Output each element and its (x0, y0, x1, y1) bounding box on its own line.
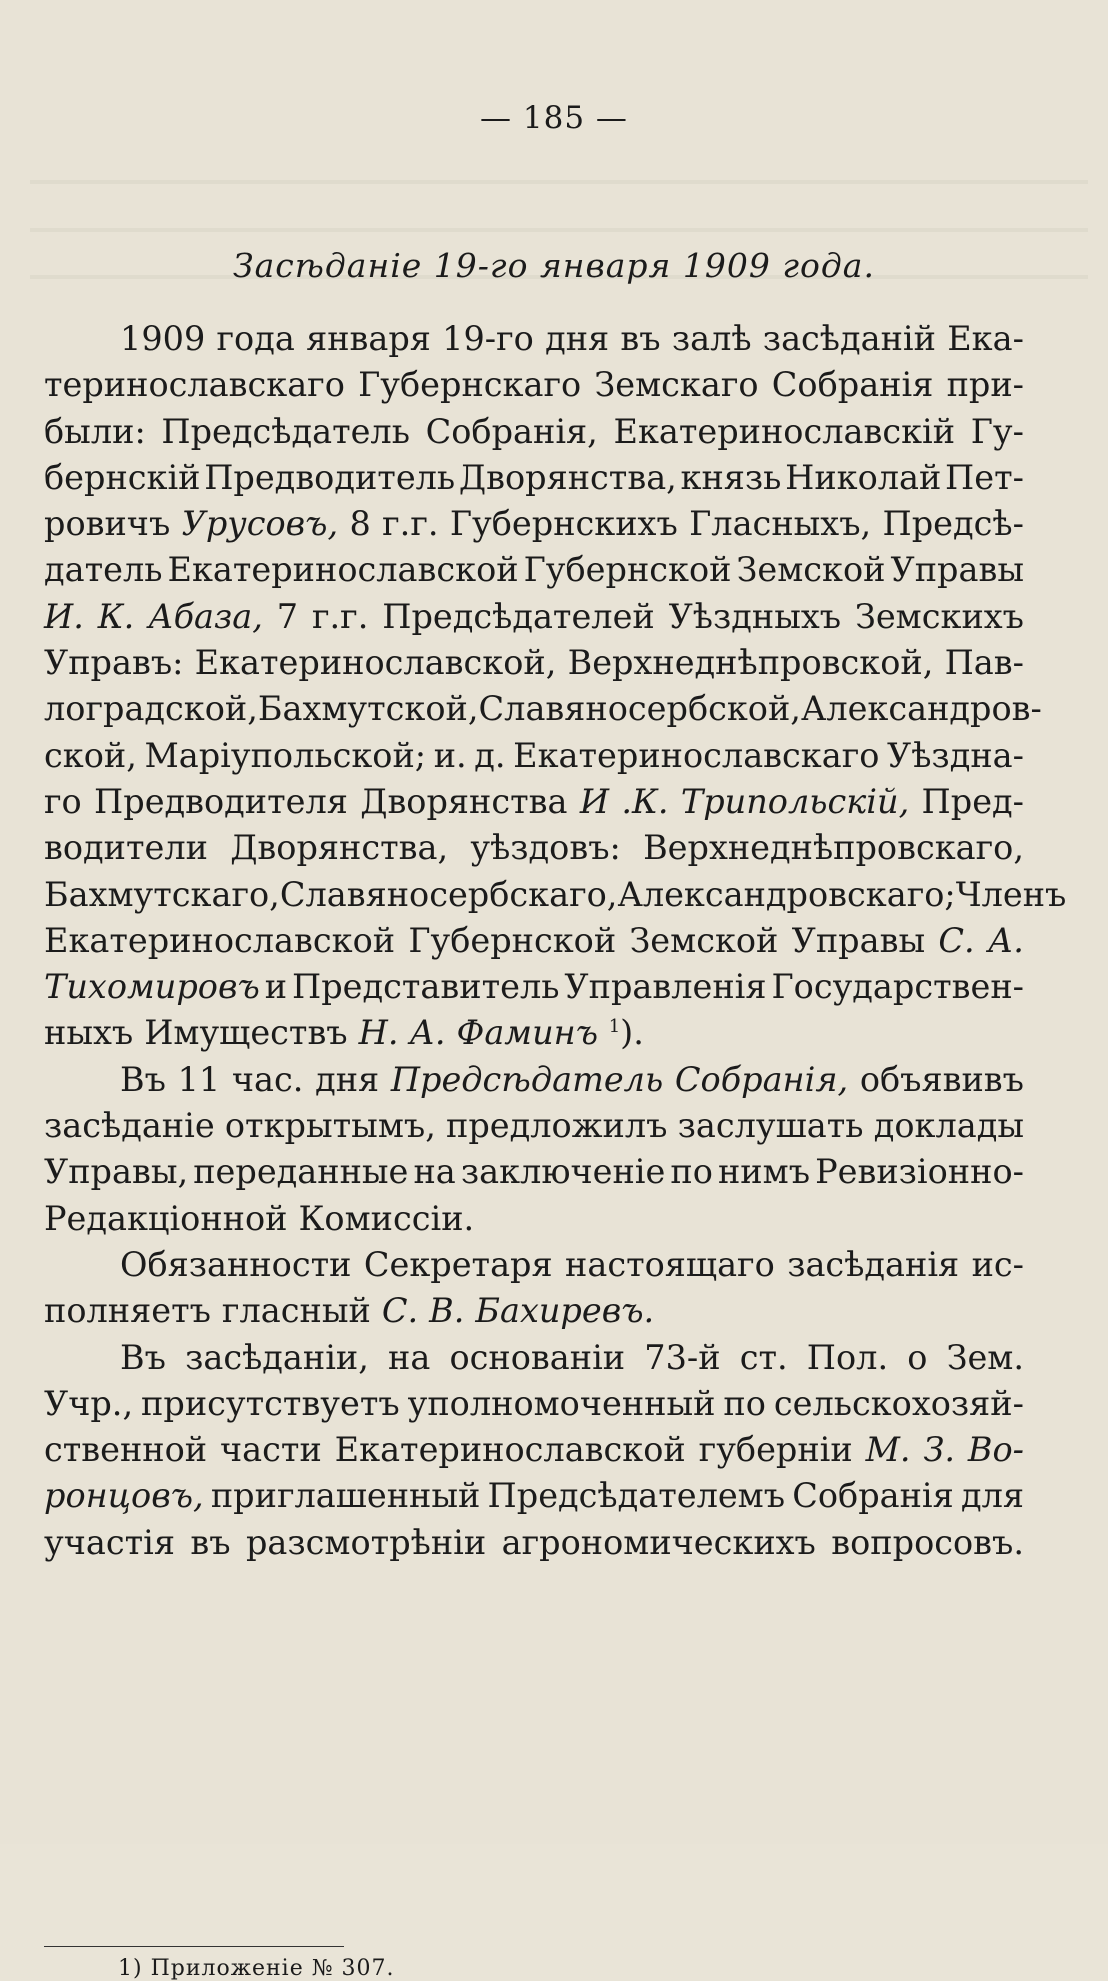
text-line: участія въ разсмотрѣніи агрономическихъ вопросовъ. (44, 1522, 1024, 1562)
person-name: С. (938, 920, 975, 960)
person-name: Тихомировъ (44, 967, 260, 1007)
text-line: водители Дворянства, уѣздовъ: Верхнеднѣпровскаго, (44, 828, 1024, 868)
text-line: Обязанности Секретаря настоящаго засѣданія ис- (120, 1244, 1024, 1284)
bleed-through-line (30, 180, 1088, 184)
text-line: датель Екатеринославской Губернской Земской Управы (44, 550, 1024, 590)
text-line: Редакціонной Комиссіи. (44, 1198, 475, 1238)
text-line: И. К. Абаза, 7 г.г. Предсѣдателей Уѣздныхъ Земскихъ (44, 594, 1024, 640)
text-line: Въ засѣданіи, на основаніи 73-й ст. Пол. о Зем. (120, 1337, 1024, 1377)
footnote-marker: 1) (118, 1956, 143, 1981)
footnote-rule (44, 1946, 344, 1947)
person-name: М. (865, 1430, 911, 1470)
text-line: Учр., присутствуетъ уполномоченный по сельскохозяй- (44, 1383, 1024, 1423)
text-line: ской, Маріупольской; и. д. Екатеринославскаго Уѣздна- (44, 735, 1024, 775)
text-line: лоградской, Бахмутской, Славяносербской, Александров- (44, 689, 1042, 729)
text-line: бернскій Предводитель Дворянства, князь Николай Пет- (44, 457, 1024, 497)
person-name: Н. (358, 1013, 399, 1053)
text-line: Управъ: Екатеринославской, Верхнеднѣпровской, Пав- (44, 643, 1024, 683)
person-name: ронцовъ, (44, 1476, 204, 1516)
bleed-through-line (30, 228, 1088, 232)
person-name: И. (44, 596, 84, 636)
footnote-marker: 1 (608, 1016, 621, 1038)
text-line: теринославскаго Губернскаго Земскаго Собранія при- (44, 365, 1024, 405)
text-line: ственной части Екатеринославской губерніи М. З. Во- (44, 1427, 1024, 1473)
text-line: Екатеринославской Губернской Земской Управы С. А. (44, 918, 1024, 964)
text-line: Управы, переданные на заключеніе по нимъ Ревизіонно- (44, 1152, 1024, 1192)
text-line: ныхъ Имуществъ Н. А. Фаминъ $^1$). (44, 1010, 1024, 1056)
text-line: полняетъ гласный С. В. Бахиревъ. (44, 1288, 1024, 1334)
person-name: Урусовъ, (181, 504, 339, 544)
text-line: Тихомировъ и Представитель Управленія Государствен- (44, 964, 1024, 1010)
person-name: И (579, 781, 610, 821)
person-name: С. (381, 1291, 419, 1331)
body-text (44, 316, 1067, 1566)
text-line: 1909 года января 19-го дня въ залѣ засѣданій Ека- (120, 319, 1024, 358)
text-line: ронцовъ, приглашенный Предсѣдателемъ Собранія для (44, 1473, 1024, 1519)
text-line: засѣданіе открытымъ, предложилъ заслушать доклады (44, 1106, 1024, 1146)
text-line: Бахмутскаго, Славяносербскаго, Александровскаго; Членъ (44, 874, 1067, 914)
footnote-text: Приложеніе № 307. (150, 1956, 395, 1981)
session-heading: Засѣданіе 19-го января 1909 года. (233, 246, 875, 285)
text-line: го Предводителя Дворянства И .К. Трипольскій, Пред- (44, 779, 1024, 825)
text-line: ровичъ Урусовъ, 8 г.г. Губернскихъ Гласныхъ, Предсѣ- (44, 501, 1024, 547)
text-line: Въ 11 час. дня Предсѣдатель Собранія, объявивъ (120, 1059, 1024, 1099)
text-line: были: Предсѣдатель Собранія, Екатеринославскій Гу- (44, 411, 1024, 451)
footnote (118, 1956, 395, 1981)
page-number: — 185 — (480, 100, 628, 136)
